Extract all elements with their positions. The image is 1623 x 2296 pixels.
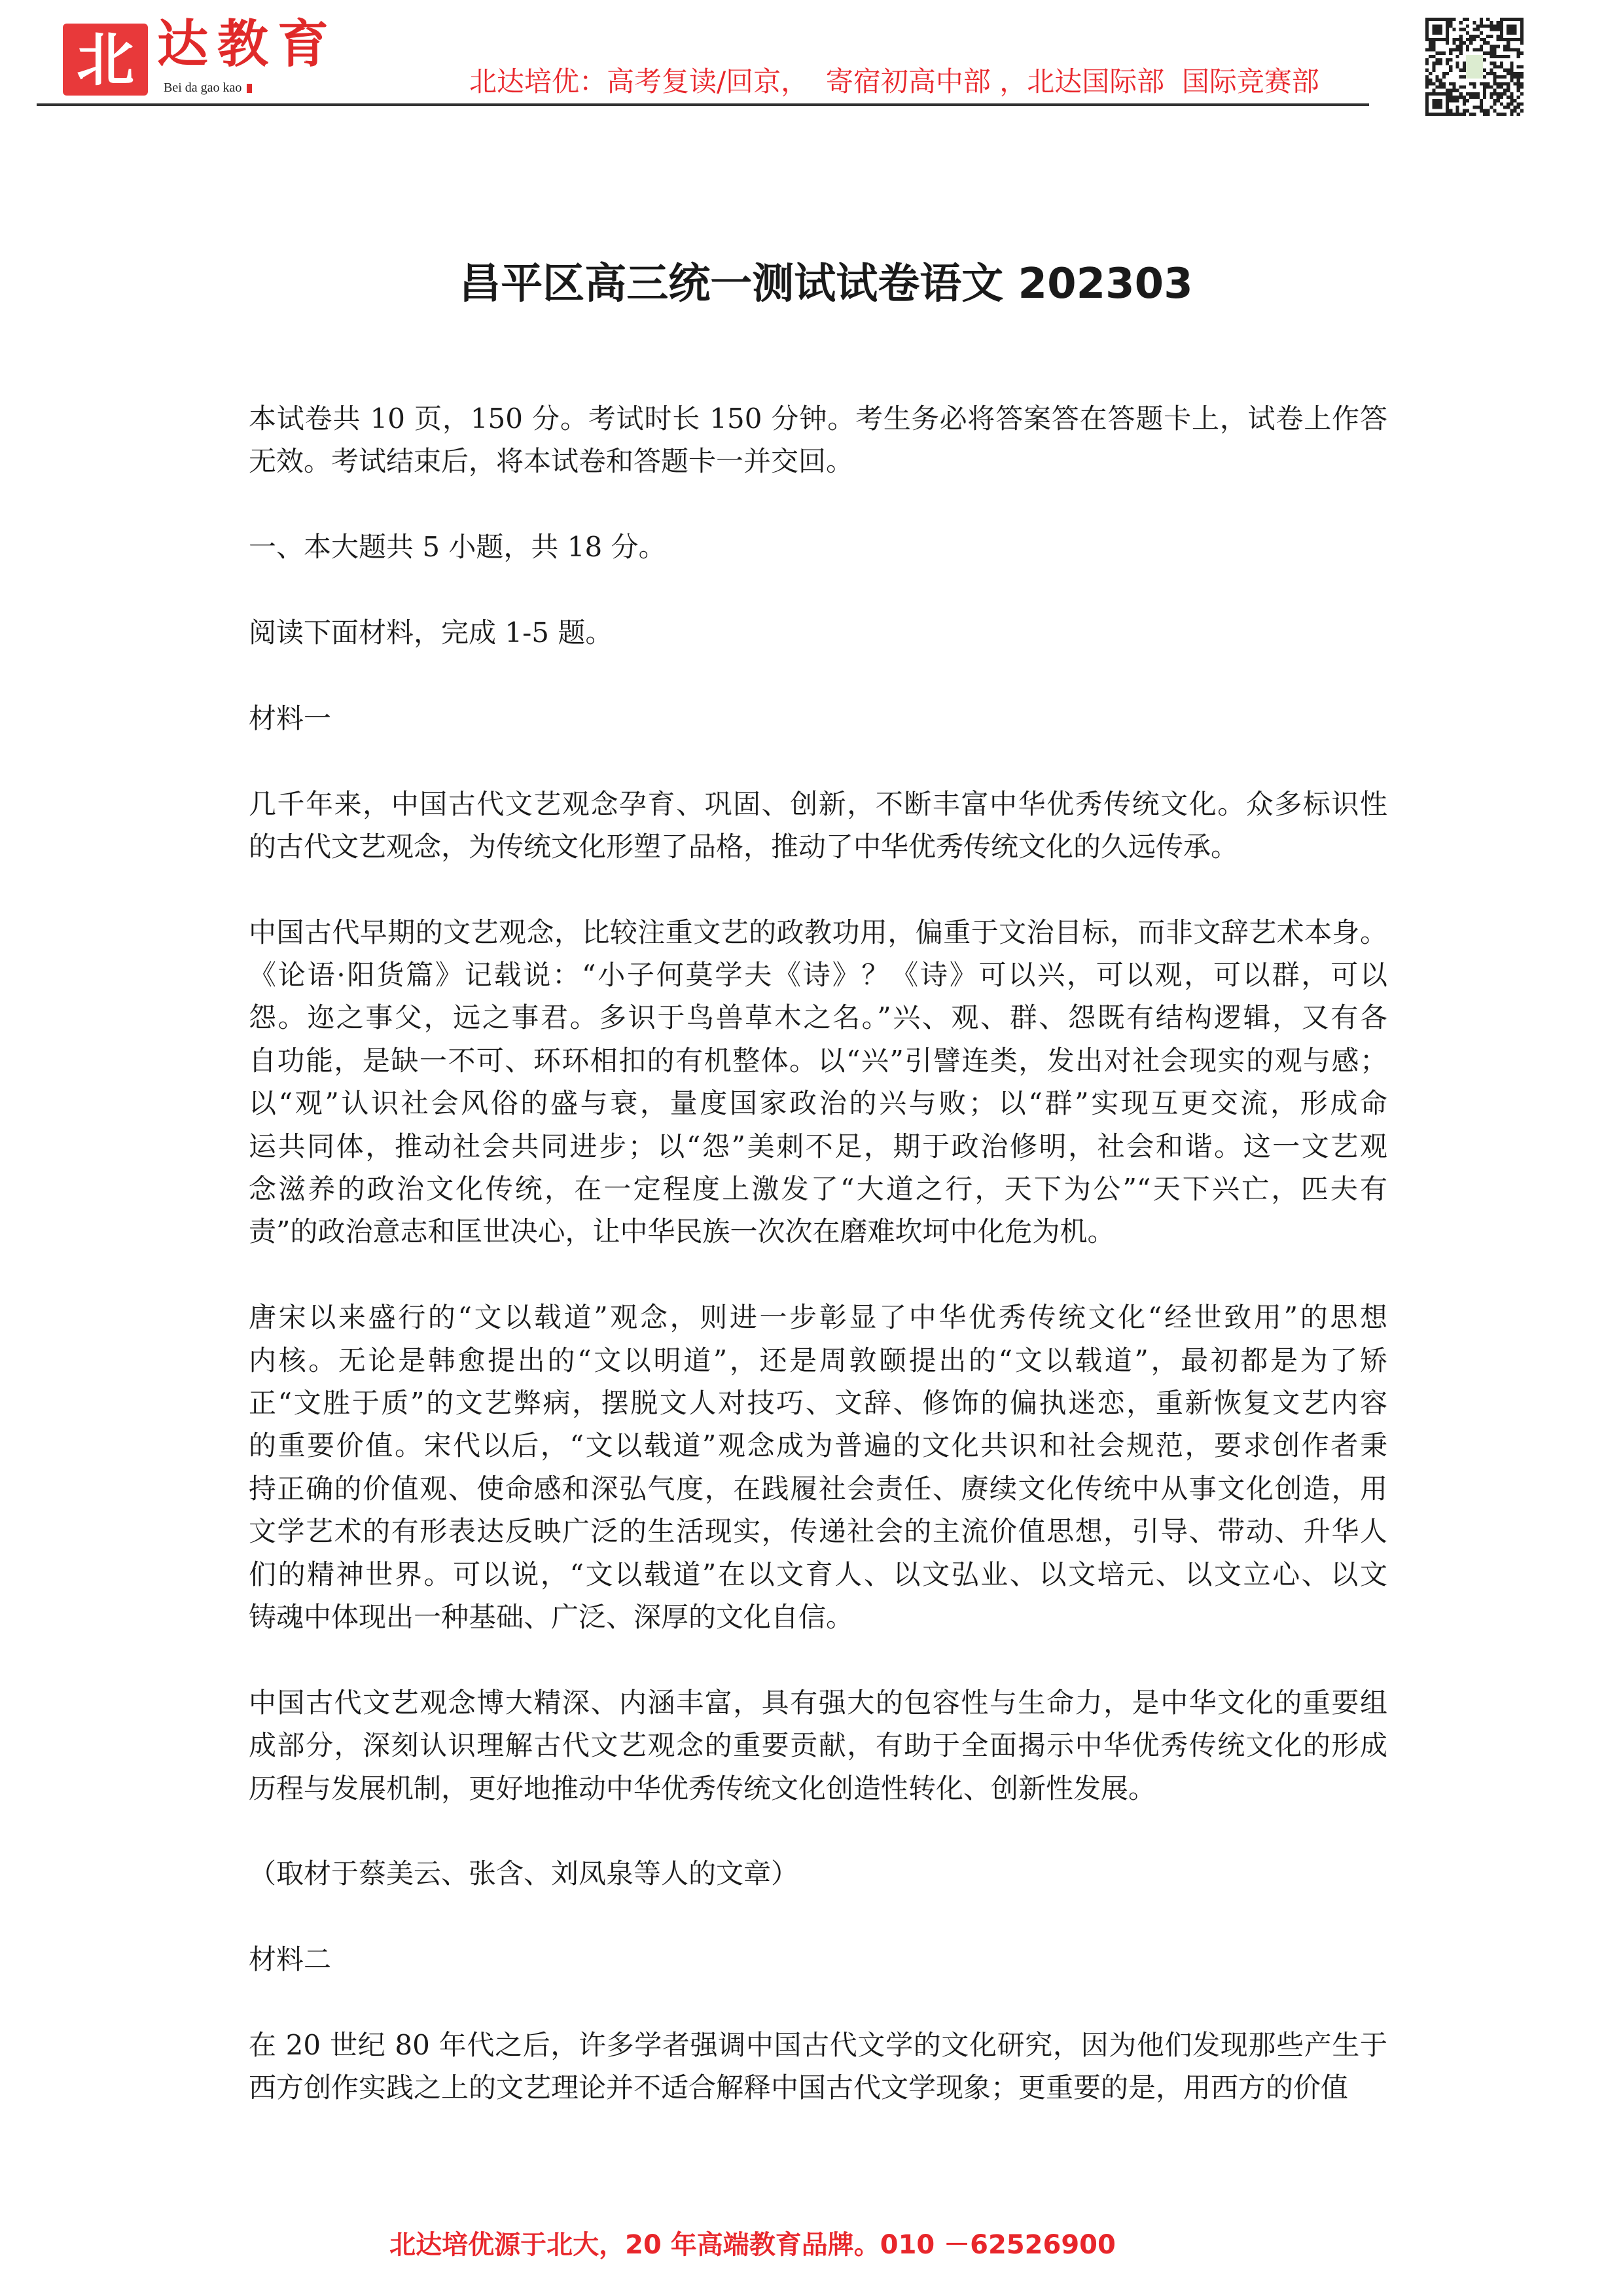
text-line: 文学艺术的有形表达反映广泛的生活现实，传递社会的主流价值思想，引导、带动、升华人 — [249, 1515, 1387, 1548]
logo-pinyin-text: Bei da gao kao — [164, 81, 242, 95]
text-line: 运共同体，推动社会共同进步；以“怨”美刺不足，期于政治修明，社会和谐。这一文艺观 — [249, 1130, 1387, 1162]
paragraph-gap — [249, 1895, 1387, 1938]
paragraph-gap — [249, 654, 1387, 696]
text-line: 责”的政治意志和匡世决心，让中华民族一次次在磨难坎坷中化危为机。 — [249, 1215, 1115, 1248]
text-line: 中国古代文艺观念博大精深、内涵丰富，具有强大的包容性与生命力，是中华文化的重要组 — [249, 1686, 1387, 1719]
paragraph-gap — [249, 868, 1387, 910]
paragraph — [249, 697, 1387, 740]
text-line: 材料一 — [249, 702, 332, 734]
footer-text: 北达培优源于北大，20 年高端教育品牌。010 －62526900 — [389, 2230, 1116, 2260]
text-line: 中国古代早期的文艺观念，比较注重文艺的政教功用，偏重于文治目标，而非文辞艺术本身。 — [249, 916, 1387, 948]
text-line: 念滋养的政治文化传统，在一定程度上激发了“大道之行，天下为公”“天下兴亡，匹夫有 — [249, 1173, 1387, 1206]
paragraph-gap — [249, 1981, 1387, 2023]
text-line: 的重要价值。宋代以后，“文以载道”观念成为普遍的文化共识和社会规范，要求创作者秉 — [249, 1429, 1387, 1462]
paragraph — [249, 397, 1387, 483]
paragraph-gap — [249, 483, 1387, 526]
paragraph — [249, 2024, 1387, 2109]
text-line: 唐宋以来盛行的“文以载道”观念，则进一步彰显了中华优秀传统文化“经世致用”的思想 — [249, 1301, 1387, 1334]
text-line: 西方创作实践之上的文艺理论并不适合解释中国古代文学现象；更重要的是，用西方的价值 — [249, 2072, 1349, 2104]
logo-square-icon — [247, 84, 252, 93]
text-line: 持正确的价值观、使命感和深弘气度，在践履社会责任、赓续文化传统中从事文化创造，用 — [249, 1472, 1387, 1505]
logo-pinyin — [164, 80, 252, 96]
document-title: 昌平区高三统一测试试卷语文 202303 — [459, 260, 1193, 308]
text-line: 《论语·阳货篇》记载说：“小子何莫学夫《诗》？《诗》可以兴，可以观，可以群，可以 — [249, 959, 1387, 992]
text-line: 几千年来，中国古代文艺观念孕育、巩固、创新，不断丰富中华优秀传统文化。众多标识性 — [249, 787, 1387, 820]
text-line: 正“文胜于质”的文艺弊病，摆脱文人对技巧、文辞、修饰的偏执迷恋，重新恢复文艺内容 — [249, 1386, 1387, 1419]
header-divider — [37, 103, 1369, 106]
text-line: 材料二 — [249, 1943, 332, 1976]
text-line: 的古代文艺观念，为传统文化形塑了品格，推动了中华优秀传统文化的久远传承。 — [249, 830, 1239, 863]
header-tagline: 北达培优：高考复读/回京， 寄宿初高中部 ，北达国际部 国际竞赛部 — [469, 65, 1319, 98]
text-line: 本试卷共 10 页，150 分。考试时长 150 分钟。考生务必将答案答在答题卡上，试卷上作答 — [249, 403, 1387, 435]
paragraph-gap — [249, 1810, 1387, 1852]
text-line: 成部分，深刻认识理解古代文艺观念的重要贡献，有助于全面揭示中华优秀传统文化的形成 — [249, 1729, 1387, 1762]
text-line: 自功能，是缺一不可、环环相扣的有机整体。以“兴”引譬连类，发出对社会现实的观与感； — [249, 1044, 1387, 1077]
text-line: 一、本大题共 5 小题，共 18 分。 — [249, 531, 666, 564]
document-body — [249, 397, 1387, 2109]
text-line: 以“观”认识社会风俗的盛与衰，量度国家政治的兴与败；以“群”实现互更交流，形成命 — [249, 1087, 1387, 1120]
paragraph-gap — [249, 740, 1387, 782]
logo-text: 达教育 — [157, 14, 338, 74]
paragraph — [249, 611, 1387, 654]
paragraph-gap — [249, 1638, 1387, 1681]
paragraph — [249, 1296, 1387, 1638]
paragraph — [249, 911, 1387, 1253]
paragraph — [249, 526, 1387, 568]
text-line: 铸魂中体现出一种基础、广泛、深厚的文化自信。 — [249, 1600, 854, 1633]
paragraph — [249, 783, 1387, 869]
logo-mark: 北 — [63, 24, 148, 96]
text-line: 内核。无论是韩愈提出的“文以明道”，还是周敦颐提出的“文以载道”，最初都是为了矫 — [249, 1344, 1387, 1376]
paragraph — [249, 1852, 1387, 1895]
text-line: 阅读下面材料，完成 1-5 题。 — [249, 616, 613, 649]
qr-code-icon — [1421, 18, 1527, 116]
text-line: 历程与发展机制，更好地推动中华优秀传统文化创造性转化、创新性发展。 — [249, 1772, 1156, 1804]
paragraph-gap — [249, 1253, 1387, 1296]
text-line: 在 20 世纪 80 年代之后，许多学者强调中国古代文学的文化研究，因为他们发现那些产生于 — [249, 2028, 1387, 2061]
text-line: 们的精神世界。可以说，“文以载道”在以文育人、以文弘业、以文培元、以文立心、以文 — [249, 1558, 1387, 1590]
text-line: 无效。考试结束后，将本试卷和答题卡一并交回。 — [249, 445, 854, 478]
paragraph — [249, 1938, 1387, 1981]
paragraph — [249, 1681, 1387, 1810]
paragraph-gap — [249, 569, 1387, 611]
text-line: （取材于蔡美云、张含、刘凤泉等人的文章） — [249, 1857, 799, 1890]
text-line: 怨。迩之事父，远之事君。多识于鸟兽草木之名。”兴、观、群、怨既有结构逻辑，又有各 — [249, 1001, 1387, 1034]
